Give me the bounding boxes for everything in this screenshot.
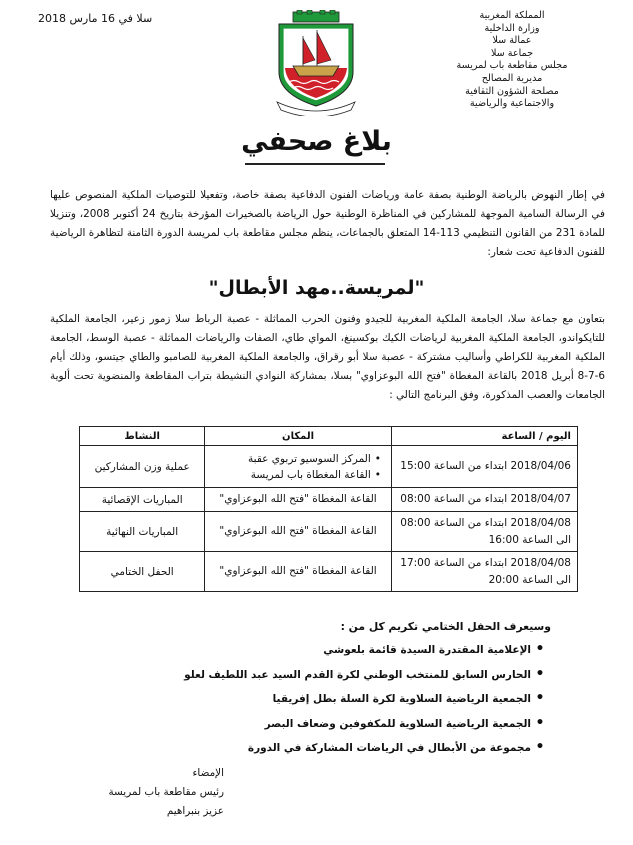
- list-item: • الحارس السابق للمنتخب الوطني لكرة القدم السيد عبد اللطيف لعلو: [184, 663, 549, 688]
- header-line: وزارة الداخلية: [484, 22, 540, 34]
- administration-header: [407, 10, 617, 111]
- table-cell-place: [205, 446, 391, 488]
- table-row: [80, 446, 578, 488]
- signature-block: [94, 764, 224, 821]
- day-line: الى الساعة 16:00: [488, 533, 571, 546]
- program-table: [79, 426, 578, 592]
- signature-name: عزيز بنبراهيم: [166, 805, 224, 817]
- signature-label: الإمضاء: [192, 767, 224, 779]
- table-row: [80, 552, 578, 592]
- table-cell-day: [391, 512, 577, 552]
- column-header-place: المكان: [205, 427, 391, 446]
- header-line: مصلحة الشؤون الثقافية: [465, 85, 559, 97]
- table-row: [80, 488, 578, 512]
- column-header-day: اليوم / الساعة: [391, 427, 577, 446]
- table-cell-activity: الحفل الختامي: [80, 552, 205, 592]
- table-cell-place: [205, 552, 391, 592]
- day-line: 2018/04/07 ابتداء من الساعة 08:00: [400, 493, 571, 505]
- place-line: • القاعة المغطاة باب لمريسة: [211, 467, 384, 483]
- table-cell-day: [391, 488, 577, 512]
- day-line: 2018/04/08 ابتداء من الساعة 08:00: [400, 516, 571, 529]
- place-line: • المركز السوسيو تربوي عقبة: [211, 451, 384, 467]
- table-cell-place: [205, 512, 391, 552]
- list-item: • الإعلامية المقتدرة السيدة قائمة بلعوشي: [184, 638, 549, 663]
- day-line: 2018/04/08 ابتداء من الساعة 17:00: [400, 556, 571, 569]
- event-slogan: "لمريسة..مهد الأبطال": [208, 277, 425, 299]
- list-item: • الجمعية الرياضية السلاوية لكرة السلة بطل إفريقيا: [184, 687, 549, 712]
- table-header-row: [80, 427, 578, 446]
- title-underline: [245, 163, 385, 165]
- document-date: سلا في 16 مارس 2018: [38, 12, 153, 25]
- intro-paragraph: في إطار النهوض بالرياضة الوطنية بصفة عامة ورياضات الفنون الدفاعية بصفة خاصة، وتفعيلا للتوصيات الملكية المنصوص عليها في الرسالة السامية الموجهة للمشاركين في المناظرة الوطنية حول الرياضة بالصخيرات المؤرخة بتاريخ 24 أكتوبر 2008، وتنزيلا للمادة 231 من القانون التنظيمي 113-14 المتعلق بالجماعات، ينظم مجلس مقاطعة باب لمريسة الدورة الثامنة لتظاهرة الرياضية للفنون الدفاعية تحت شعار:: [50, 189, 606, 258]
- table-cell-day: [391, 446, 577, 488]
- header-line: المملكة المغربية: [479, 10, 545, 21]
- signature-role: رئيس مقاطعة باب لمريسة: [108, 786, 224, 798]
- table-cell-activity: المباريات النهائية: [80, 512, 205, 552]
- place-line: القاعة المغطاة "فتح الله البوعزاوي": [219, 565, 377, 577]
- header-line: مجلس مقاطعة باب لمريسة: [456, 60, 568, 72]
- table-cell-activity: المباريات الإقصائية: [80, 488, 205, 512]
- salé-coat-of-arms-icon: [269, 10, 363, 116]
- header-line: مديرية المصالح: [481, 72, 543, 84]
- header-line: جماعة سلا: [490, 47, 534, 59]
- table-cell-day: [391, 552, 577, 592]
- table-row: [80, 512, 578, 552]
- table-cell-activity: عملية وزن المشاركين: [80, 446, 205, 488]
- header-line: عمالة سلا: [492, 35, 532, 47]
- header-line: والاجتماعية والرياضية: [469, 98, 555, 110]
- list-item: • مجموعة من الأبطال في الرياضات المشاركة في الدورة: [184, 736, 549, 761]
- place-line: القاعة المغطاة "فتح الله البوعزاوي": [219, 525, 377, 537]
- honors-intro: وسيعرف الحفل الختامي تكريم كل من :: [340, 620, 551, 633]
- column-header-activity: النشاط: [80, 427, 205, 446]
- table-cell-place: [205, 488, 391, 512]
- place-line: القاعة المغطاة "فتح الله البوعزاوي": [219, 493, 377, 505]
- honors-list: [184, 638, 549, 761]
- body-paragraph: بتعاون مع جماعة سلا، الجامعة الملكية المغربية للجيدو وفنون الحرب المماثلة - عصبة الرباط سلا زمور زعير، الجامعة الملكية للتايكواندو، الجامعة الملكية المغربية لرياضات الكيك بوكسينغ، المواي طاي، الصفات والرياضات المماثلة - عصبة الوسط، الجامعة الملكية المغربية للكراطي وأساليب مشتركة - عصبة سلا أبو رقراق، والجامعة الملكية المغربية للصامبو والطاي جيتسو، وذلك أيام 6-7-8 أبريل 2018 بالقاعة المغطاة "فتح الله البوعزاوي" بسلا، بمشاركة النوادي النشيطة بتراب المقاطعة والمنضوية تحت ألوية الجامعات والعصب المذكورة، وفق البرنامج التالي :: [50, 313, 605, 401]
- page-title: بلاغ صحفي: [241, 126, 392, 157]
- day-line: الى الساعة 20:00: [488, 573, 571, 586]
- list-item: • الجمعية الرياضية السلاوية للمكفوفين وضعاف البصر: [184, 712, 549, 737]
- day-line: 2018/04/06 ابتداء من الساعة 15:00: [400, 460, 571, 472]
